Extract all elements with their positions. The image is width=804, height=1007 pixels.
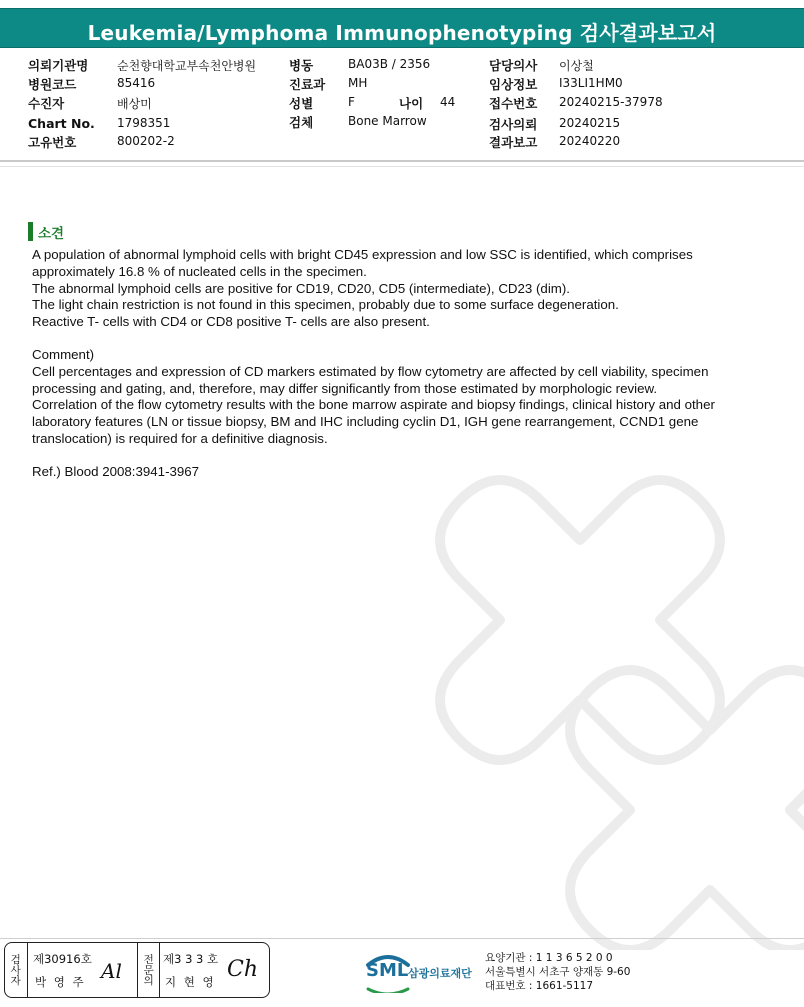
org-name: 삼광의료재단	[408, 967, 472, 980]
specimen-label: 검체	[289, 115, 314, 130]
receipt-no-value: 20240215-37978	[559, 95, 663, 109]
address-line: 서울특별시 서초구 양재동 9-60	[485, 966, 631, 978]
report-date-value: 20240220	[559, 134, 621, 148]
specialist-name: 지 현 영	[165, 975, 216, 989]
age-label: 나이	[399, 96, 424, 111]
ward-value: BA03B / 2356	[348, 57, 431, 71]
hospital-code-value: 85416	[117, 76, 156, 90]
address-line: 요양기관 : 1 1 3 6 5 2 0 0	[485, 952, 613, 964]
reference: Ref.) Blood 2008:3941-3967	[32, 463, 200, 479]
request-date-label: 검사의뢰	[489, 117, 538, 132]
examiner-license-no: 제30916호	[33, 952, 92, 966]
unique-no-label: 고유번호	[28, 135, 77, 150]
unique-no-value: 800202-2	[117, 134, 175, 148]
report-date-label: 결과보고	[489, 135, 538, 150]
specialist-role-label: 전문의	[142, 954, 155, 986]
address-line: 대표번호 : 1661-5117	[485, 980, 594, 992]
physician-label: 담당의사	[489, 58, 538, 73]
sex-label: 성별	[289, 96, 314, 111]
finding-line: A population of abnormal lymphoid cells with bright CD45 expression and low SSC is identified, which comprises approximately 16.8 % of nucleated cells in the specimen.	[32, 247, 693, 279]
department-label: 진료과	[289, 77, 326, 92]
institution-value: 순천향대학교부속천안병원	[117, 59, 257, 73]
request-date-value: 20240215	[559, 116, 621, 130]
comment-label: Comment)	[32, 346, 95, 362]
finding-line: The abnormal lymphoid cells are positive for CD19, CD20, CD5 (intermediate), CD23 (dim).	[32, 280, 570, 296]
footer-divider	[0, 938, 804, 939]
comment-line: Cell percentages and expression of CD markers estimated by flow cytometry are affected by cell viability, specimen processing and gating, and, therefore, may differ significantly from those estimated by morphologic review.	[32, 363, 709, 396]
sex-value: F	[348, 95, 355, 109]
examiner-signature: Al	[101, 959, 122, 983]
report-title: Leukemia/Lymphoma Immunophenotyping 검사결과보고서	[87, 21, 717, 45]
org-address	[485, 951, 630, 993]
ward-label: 병동	[289, 58, 314, 73]
clinical-info-value: I33LI1HM0	[559, 76, 623, 90]
header-divider-thin	[0, 166, 804, 167]
age-value: 44	[440, 95, 456, 109]
chart-no-value: 1798351	[117, 116, 171, 130]
specialist-license-no: 제3 3 3 호	[163, 952, 219, 966]
clinical-info-label: 임상정보	[489, 77, 538, 92]
comment-line: Correlation of the flow cytometry results with the bone marrow aspirate and biopsy findings, clinical history and other laboratory features (LN or tissue biopsy, BM and IHC including cyclin D1, IGH gene rearrangement, CCND1 gene translocation) is required for a definitive diagnosis.	[32, 397, 715, 446]
hospital-code-label: 병원코드	[28, 77, 77, 92]
header-divider	[0, 160, 804, 162]
findings-accent-bar	[28, 222, 33, 241]
department-value: MH	[348, 76, 368, 90]
patient-name-value: 배상미	[117, 97, 152, 111]
sml-logo-text: SML	[366, 960, 409, 981]
finding-line: Reactive T- cells with CD4 or CD8 positive T- cells are also present.	[32, 314, 430, 330]
signature-stamp	[4, 942, 270, 998]
specialist-signature: Ch	[227, 957, 259, 982]
examiner-role-label: 검사자	[9, 954, 22, 986]
receipt-no-label: 접수번호	[489, 96, 538, 111]
institution-label: 의뢰기관명	[28, 58, 89, 73]
patient-name-label: 수진자	[28, 96, 65, 111]
specimen-value: Bone Marrow	[348, 114, 427, 128]
findings-body	[32, 247, 772, 481]
findings-title: 소견	[38, 226, 65, 242]
finding-line: The light chain restriction is not found in this specimen, probably due to some surface degeneration.	[32, 297, 619, 313]
chart-no-label: Chart No.	[28, 116, 95, 131]
watermark-logo	[380, 430, 804, 950]
physician-value: 이상철	[559, 59, 594, 73]
report-title-bar	[0, 8, 804, 48]
examiner-name: 박 영 주	[35, 975, 86, 989]
